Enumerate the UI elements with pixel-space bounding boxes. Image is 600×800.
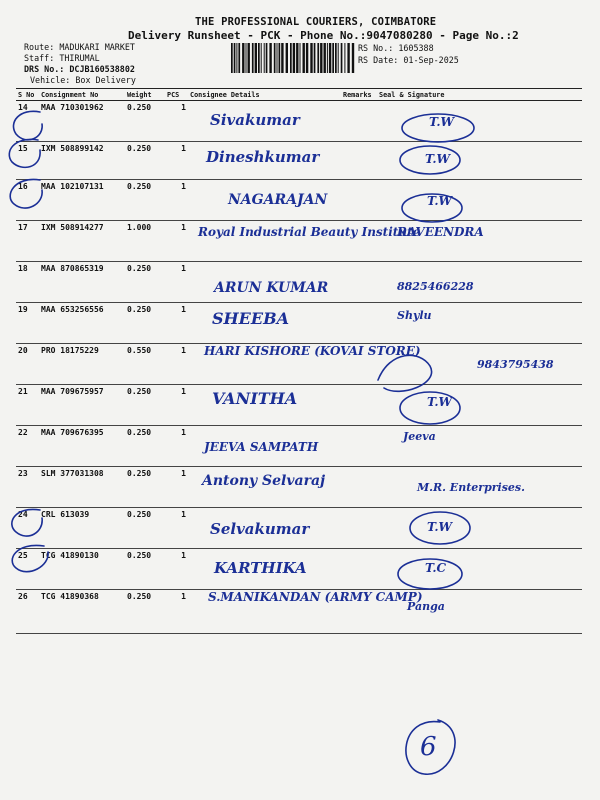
- consignment-no-cell: MAA 709676395: [39, 426, 125, 467]
- handwritten-signature: T.C: [425, 561, 447, 575]
- weight-cell: 0.250: [125, 549, 165, 590]
- remarks-cell: [341, 180, 377, 221]
- pcs-cell: 1: [165, 467, 188, 508]
- weight-cell: 0.250: [125, 101, 165, 142]
- handwritten-consignee: VANITHA: [212, 389, 298, 408]
- runsheet-table: [16, 88, 582, 634]
- table-row: [16, 508, 582, 549]
- pcs-cell: 1: [165, 549, 188, 590]
- staff-line: Staff: THIRUMAL: [24, 53, 100, 63]
- col-weight: Weight: [125, 89, 165, 101]
- runsheet-subtitle: Delivery Runsheet - PCK - Phone No.:9047080280 - Page No.:2: [128, 29, 519, 42]
- table-row: [16, 101, 582, 142]
- consignment-no-cell: IXM 508914277: [39, 221, 125, 262]
- handwritten-signature: RAVEENDRA: [397, 225, 484, 239]
- pcs-cell: 1: [165, 303, 188, 344]
- seal-signature-cell: [377, 180, 582, 221]
- seal-signature-cell: [377, 467, 582, 508]
- handwritten-consignee: Selvakumar: [210, 520, 310, 538]
- seal-signature-cell: [377, 142, 582, 180]
- page-number-mark: 6: [420, 732, 437, 762]
- handwritten-consignee: NAGARAJAN: [228, 192, 328, 208]
- handwritten-signature: T.W: [429, 115, 455, 129]
- weight-cell: 0.250: [125, 467, 165, 508]
- table-row: [16, 262, 582, 303]
- remarks-cell: [341, 467, 377, 508]
- remarks-cell: [341, 385, 377, 426]
- seal-signature-cell: [377, 344, 582, 385]
- col-consignee: Consignee Details: [188, 89, 341, 101]
- weight-cell: 0.250: [125, 508, 165, 549]
- pcs-cell: 1: [165, 180, 188, 221]
- pcs-cell: 1: [165, 344, 188, 385]
- consignment-no-cell: TCG 41890130: [39, 549, 125, 590]
- consignment-no-cell: MAA 102107131: [39, 180, 125, 221]
- consignee-cell: [188, 590, 423, 634]
- table-row: [16, 142, 582, 180]
- seal-signature-cell: [377, 385, 582, 426]
- handwritten-consignee: S.MANIKANDAN (ARMY CAMP): [208, 590, 423, 604]
- table-row: [16, 221, 582, 262]
- serial-number-cell: 25: [16, 549, 39, 590]
- serial-number-cell: 22: [16, 426, 39, 467]
- handwritten-signature: T.W: [425, 152, 451, 166]
- col-seal: Seal & Signature: [377, 89, 582, 101]
- col-remarks: Remarks: [341, 89, 377, 101]
- pcs-cell: 1: [165, 142, 188, 180]
- pcs-cell: 1: [165, 262, 188, 303]
- remarks-cell: [341, 508, 377, 549]
- seal-signature-cell: [377, 590, 582, 634]
- consignment-no-cell: MAA 710301962: [39, 101, 125, 142]
- table-header-row: [16, 89, 582, 101]
- handwritten-consignee: Antony Selvaraj: [202, 473, 326, 489]
- consignee-cell: [188, 142, 341, 180]
- handwritten-consignee: KARTHIKA: [214, 559, 307, 577]
- serial-number-cell: 15: [16, 142, 39, 180]
- consignee-cell: [188, 101, 341, 142]
- seal-signature-cell: [377, 101, 582, 142]
- weight-cell: 0.250: [125, 385, 165, 426]
- handwritten-consignee: JEEVA SAMPATH: [204, 440, 319, 454]
- table-row: [16, 549, 582, 590]
- table-row: [16, 303, 582, 344]
- weight-cell: 0.550: [125, 344, 165, 385]
- seal-signature-cell: [377, 508, 582, 549]
- company-title: THE PROFESSIONAL COURIERS, COIMBATORE: [195, 16, 437, 28]
- consignee-cell: [188, 385, 341, 426]
- handwritten-signature: Panga: [407, 600, 445, 613]
- weight-cell: 0.250: [125, 180, 165, 221]
- remarks-cell: [341, 303, 377, 344]
- consignee-cell: [188, 508, 341, 549]
- handwritten-signature: T.W: [427, 520, 453, 534]
- weight-cell: 0.250: [125, 426, 165, 467]
- consignment-no-cell: MAA 653256556: [39, 303, 125, 344]
- table-row: [16, 180, 582, 221]
- consignment-no-cell: TCG 41890368: [39, 590, 125, 634]
- consignment-no-cell: CRL 613039: [39, 508, 125, 549]
- consignee-cell: [188, 426, 341, 467]
- serial-number-cell: 23: [16, 467, 39, 508]
- consignee-cell: [188, 549, 341, 590]
- consignee-cell: [188, 467, 341, 508]
- pcs-cell: 1: [165, 590, 188, 634]
- handwritten-signature: M.R. Enterprises.: [417, 481, 525, 494]
- pcs-cell: 1: [165, 385, 188, 426]
- weight-cell: 0.250: [125, 303, 165, 344]
- handwritten-signature: T.W: [427, 395, 453, 409]
- handwritten-consignee: HARI KISHORE (KOVAI STORE): [204, 344, 421, 358]
- serial-number-cell: 20: [16, 344, 39, 385]
- seal-signature-cell: [377, 262, 582, 303]
- serial-number-cell: 19: [16, 303, 39, 344]
- remarks-cell: [341, 426, 377, 467]
- table-row: [16, 426, 582, 467]
- weight-cell: 1.000: [125, 221, 165, 262]
- serial-number-cell: 14: [16, 101, 39, 142]
- handwritten-consignee: ARUN KUMAR: [214, 280, 329, 296]
- handwritten-consignee: Dineshkumar: [206, 148, 320, 166]
- consignment-no-cell: SLM 377031308: [39, 467, 125, 508]
- handwritten-consignee: Sivakumar: [210, 111, 300, 129]
- pcs-cell: 1: [165, 508, 188, 549]
- seal-signature-cell: [377, 549, 582, 590]
- col-consignment: Consignment No: [39, 89, 125, 101]
- table-row: [16, 385, 582, 426]
- consignment-no-cell: IXM 508899142: [39, 142, 125, 180]
- handwritten-signature: Jeeva: [403, 430, 436, 443]
- remarks-cell: [341, 142, 377, 180]
- weight-cell: 0.250: [125, 142, 165, 180]
- barcode: [231, 43, 355, 73]
- table-row: [16, 467, 582, 508]
- col-sno: S No: [16, 89, 39, 101]
- seal-signature-cell: [377, 221, 582, 262]
- weight-cell: 0.250: [125, 590, 165, 634]
- pcs-cell: 1: [165, 221, 188, 262]
- handwritten-signature: Shylu: [397, 309, 432, 322]
- serial-number-cell: 17: [16, 221, 39, 262]
- consignee-cell: [188, 303, 341, 344]
- serial-number-cell: 26: [16, 590, 39, 634]
- consignee-cell: [188, 344, 421, 385]
- consignee-cell: [188, 262, 341, 303]
- pcs-cell: 1: [165, 101, 188, 142]
- seal-signature-cell: [377, 303, 582, 344]
- serial-number-cell: 24: [16, 508, 39, 549]
- route-line: Route: MADUKARI MARKET: [24, 42, 135, 52]
- table-row: [16, 344, 582, 385]
- handwritten-signature: T.W: [427, 194, 453, 208]
- pcs-cell: 1: [165, 426, 188, 467]
- col-pcs: PCS: [165, 89, 188, 101]
- consignment-no-cell: PRO 18175229: [39, 344, 125, 385]
- vehicle-line: Vehicle: Box Delivery: [30, 75, 136, 85]
- handwritten-signature: 9843795438: [477, 358, 554, 371]
- consignee-cell: [188, 180, 341, 221]
- rs-date-line: RS Date: 01-Sep-2025: [358, 55, 459, 65]
- rs-no-line: RS No.: 1605388: [358, 43, 434, 53]
- handwritten-signature: 8825466228: [397, 280, 474, 293]
- table-row: [16, 590, 582, 634]
- consignment-no-cell: MAA 870865319: [39, 262, 125, 303]
- remarks-cell: [341, 262, 377, 303]
- handwritten-consignee: Royal Industrial Beauty Institute: [198, 225, 421, 239]
- handwritten-consignee: SHEEBA: [212, 309, 289, 328]
- consignee-cell: [188, 221, 421, 262]
- weight-cell: 0.250: [125, 262, 165, 303]
- serial-number-cell: 18: [16, 262, 39, 303]
- drs-line: DRS No.: DCJB160538802: [24, 64, 135, 74]
- serial-number-cell: 21: [16, 385, 39, 426]
- serial-number-cell: 16: [16, 180, 39, 221]
- remarks-cell: [341, 549, 377, 590]
- consignment-no-cell: MAA 709675957: [39, 385, 125, 426]
- remarks-cell: [341, 101, 377, 142]
- seal-signature-cell: [377, 426, 582, 467]
